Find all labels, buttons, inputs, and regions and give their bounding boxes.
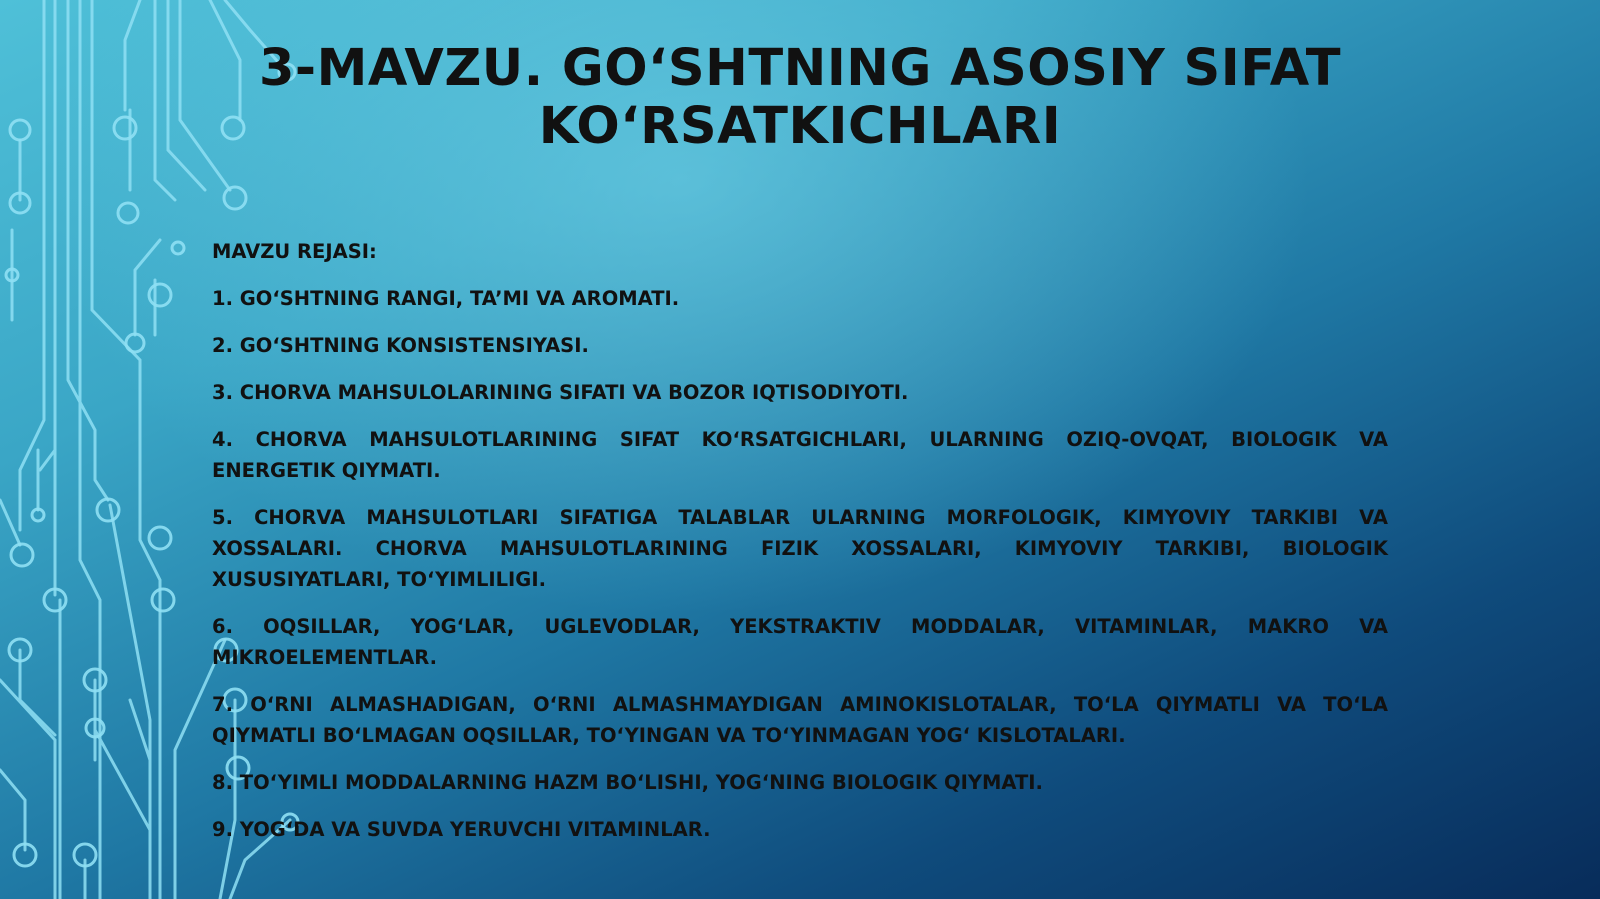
plan-item-8: 8. TO‘YIMLI MODDALARNING HAZM BO‘LISHI, YOG‘NING BIOLOGIK QIYMATI. bbox=[212, 771, 1043, 794]
plan-item-4: 4. CHORVA MAHSULOTLARINING SIFAT KO‘RSATGICHLARI, ULARNING OZIQ-OVQAT, BIOLOGIK VA ENERGETIK QIYMATI. bbox=[212, 428, 1388, 482]
plan-item-3: 3. CHORVA MAHSULOLARINING SIFATI VA BOZOR IQTISODIYOTI. bbox=[212, 381, 909, 404]
plan-item-9: 9. YOG‘DA VA SUVDA YERUVCHI VITAMINLAR. bbox=[212, 818, 711, 841]
slide-title-line-1: 3-MAVZU. GO‘SHTNING ASOSIY SIFAT bbox=[258, 39, 1342, 98]
plan-item-1: 1. GO‘SHTNING RANGI, TA’MI VA AROMATI. bbox=[212, 287, 680, 310]
slide-title-line-2: KO‘RSATKICHLARI bbox=[538, 97, 1062, 156]
plan-item-6: 6. OQSILLAR, YOG‘LAR, UGLEVODLAR, YEKSTRAKTIV MODDALAR, VITAMINLAR, MAKRO VA MIKROELEMENTLAR. bbox=[212, 615, 1388, 669]
plan-item-7: 7. O‘RNI ALMASHADIGAN, O‘RNI ALMASHMAYDIGAN AMINOKISLOTALAR, TO‘LA QIYMATLI VA TO‘LA QIYMATLI BO‘LMAGAN OQSILLAR, TO‘YINGAN VA TO‘YINMAGAN YOG‘ KISLOTALARI. bbox=[212, 693, 1388, 747]
plan-heading: MAVZU REJASI: bbox=[212, 240, 377, 263]
plan-item-5: 5. CHORVA MAHSULOTLARI SIFATIGA TALABLAR ULARNING MORFOLOGIK, KIMYOVIY TARKIBI VA XOSSALARI. CHORVA MAHSULOTLARINING FIZIK XOSSALARI, KIMYOVIY TARKIBI, BIOLOGIK XUSUSIYATLARI, TO‘YIMLILIGI. bbox=[212, 506, 1388, 591]
slide-title bbox=[250, 40, 1350, 156]
plan-item-2: 2. GO‘SHTNING KONSISTENSIYASI. bbox=[212, 334, 589, 357]
slide-content bbox=[212, 236, 1388, 861]
